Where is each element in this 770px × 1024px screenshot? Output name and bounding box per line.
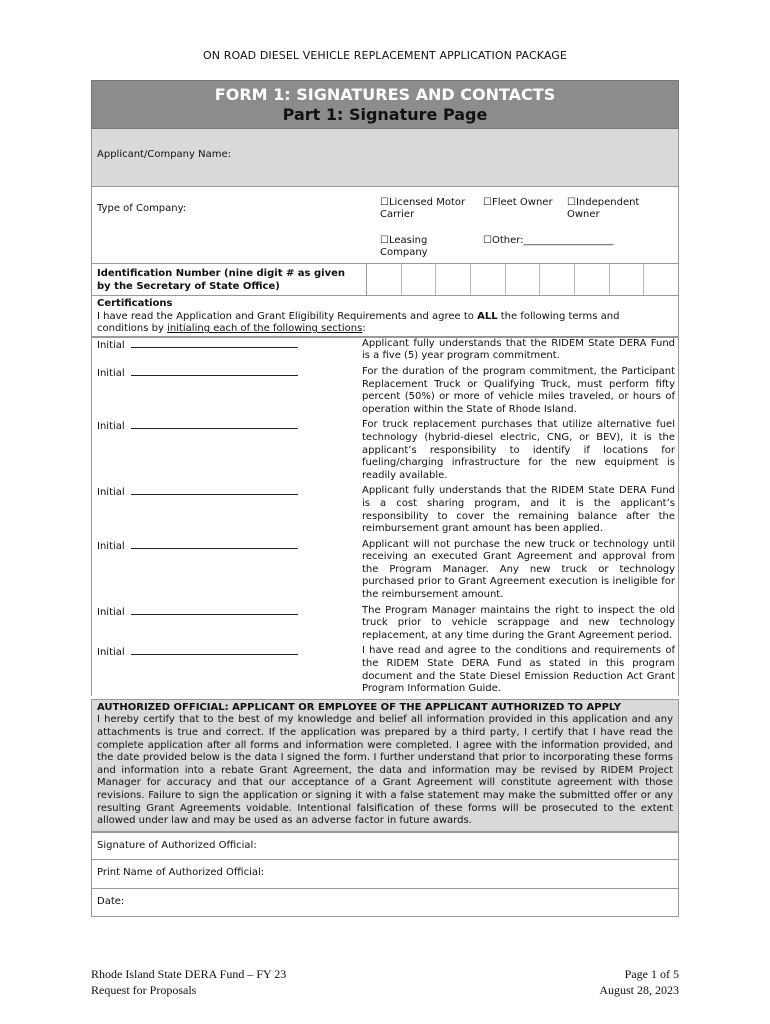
id-digit-box[interactable] <box>367 264 402 295</box>
date-field[interactable] <box>91 889 679 917</box>
initials-section <box>91 337 679 696</box>
certification-statement: For truck replacement purchases that utilize alternative fuel technology (hybrid-diesel electric, CNG, or BEV), it is the applicant’s responsibility to identify if locations for fueling/charging infrastructure for the new equipment is readily available. <box>362 419 675 481</box>
initial-label: Initial <box>97 647 125 659</box>
id-digit-box[interactable] <box>506 264 541 295</box>
form-subtitle: Part 1: Signature Page <box>282 105 488 124</box>
initial-label: Initial <box>97 540 125 552</box>
id-digit-box[interactable] <box>644 264 678 295</box>
option-licensed-motor-carrier[interactable]: ☐Licensed Motor Carrier <box>380 197 466 220</box>
id-digit-box[interactable] <box>402 264 437 295</box>
certifications-heading: Certifications <box>97 298 173 309</box>
company-type-section <box>91 187 679 264</box>
initial-line[interactable] <box>131 485 298 495</box>
footer-program-name: Rhode Island State DERA Fund – FY 23 <box>91 967 287 981</box>
date-label: Date: <box>97 895 125 907</box>
initial-field[interactable] <box>92 605 362 643</box>
initial-row <box>92 539 678 602</box>
id-digit-box[interactable] <box>575 264 610 295</box>
footer-document-type: Request for Proposals <box>91 983 197 997</box>
signature-form <box>91 80 679 917</box>
certifications-intro: I have read the Application and Grant Eligibility Requirements and agree to ALL the following terms and conditions by initialing each of the following sections: <box>97 310 620 335</box>
identification-number-label: Identification Number (nine digit # as given by the Secretary of State Office) <box>92 264 367 295</box>
initial-row <box>92 338 678 363</box>
form-title: FORM 1: SIGNATURES AND CONTACTS <box>214 85 556 104</box>
option-leasing-company[interactable]: ☐Leasing Company <box>380 235 428 258</box>
id-digit-box[interactable] <box>540 264 575 295</box>
initial-row <box>92 419 678 482</box>
initial-label: Initial <box>97 367 125 379</box>
authorized-official-heading: AUTHORIZED OFFICIAL: APPLICANT OR EMPLOYEE OF THE APPLICANT AUTHORIZED TO APPLY <box>97 701 621 713</box>
initial-line[interactable] <box>131 419 298 429</box>
form-title-banner <box>91 80 679 129</box>
company-name-label: Applicant/Company Name: <box>97 149 231 160</box>
certification-statement: Applicant fully understands that the RIDEM State DERA Fund is a five (5) year program commitment. <box>362 337 675 362</box>
print-name-label: Print Name of Authorized Official: <box>97 866 265 878</box>
certification-statement: The Program Manager maintains the right to inspect the old truck prior to vehicle scrappage and new technology replacement, at any time during the Grant Agreement period. <box>362 604 675 641</box>
footer-left <box>91 966 286 998</box>
id-digit-box[interactable] <box>436 264 471 295</box>
initial-field[interactable] <box>92 366 362 416</box>
initial-line[interactable] <box>131 366 298 376</box>
certification-statement: I have read and agree to the conditions and requirements of the RIDEM State DERA Fund as stated in this program document and the State Diesel Emission Reduction Act Grant Program Information Guide. <box>362 645 675 695</box>
option-independent-owner[interactable]: ☐Independent Owner <box>567 197 640 220</box>
authorized-official-section <box>91 699 679 832</box>
initial-label: Initial <box>97 421 125 433</box>
footer-date: August 28, 2023 <box>599 983 679 997</box>
initial-field[interactable] <box>92 645 362 695</box>
initial-row <box>92 605 678 643</box>
initial-field[interactable] <box>92 419 362 482</box>
footer-right <box>599 966 679 998</box>
company-type-label: Type of Company: <box>97 203 187 214</box>
footer-page-number: Page 1 of 5 <box>624 967 679 981</box>
certification-statement: Applicant will not purchase the new truck or technology until receiving an executed Grant Agreement and approval from the Program Manager. Any new truck or technology purchased prior to Grant Agreement execution is ineligible for the reimbursement amount. <box>362 538 675 601</box>
certifications-section <box>91 296 679 337</box>
authorized-official-statement: I hereby certify that to the best of my knowledge and belief all information provided in this application and any attachments is true and correct. If the application was prepared by a third party, I certify that I have read the complete application after all forms and information were completed. I agree with the information provided, and the date provided below is the data I signed the form. I further understand that prior to incorporating these forms and information into a rebate Grant Agreement, the data and information may be revised by RIDEM Project Manager for accuracy and that our acceptance of a Grant Agreement will constitute agreement with those revisions. Failure to sign the application or signing it with a false statement may make the submitted offer or any resulting Grant Agreements voidable. Intentional falsification of these forms will be prosecuted to the extent allowed under law and may be used as an adverse factor in future awards. <box>97 714 673 827</box>
id-digit-box[interactable] <box>610 264 645 295</box>
certification-statement: For the duration of the program commitment, the Participant Replacement Truck or Qualifying Truck, must perform fifty percent (50%) or more of vehicle miles traveled, or hours of operation within the State of Rhode Island. <box>362 365 675 415</box>
company-name-field[interactable] <box>91 129 679 187</box>
package-title: ON ROAD DIESEL VEHICLE REPLACEMENT APPLICATION PACKAGE <box>203 49 567 62</box>
initial-label: Initial <box>97 606 125 618</box>
identification-number-row <box>91 264 679 296</box>
initial-field[interactable] <box>92 485 362 535</box>
certification-statement: Applicant fully understands that the RIDEM State DERA Fund is a cost sharing program, and it is the applicant’s responsibility to cover the remaining balance after the reimbursement grant amount has been applied. <box>362 485 675 535</box>
signature-label: Signature of Authorized Official: <box>97 839 257 851</box>
initial-line[interactable] <box>131 645 298 655</box>
initial-label: Initial <box>97 339 125 351</box>
option-other[interactable]: ☐Other:__________________ <box>483 235 614 246</box>
initial-field[interactable] <box>92 338 362 363</box>
initial-line[interactable] <box>131 539 298 549</box>
initial-label: Initial <box>97 487 125 499</box>
initial-row <box>92 645 678 695</box>
option-fleet-owner[interactable]: ☐Fleet Owner <box>483 197 553 208</box>
signature-field[interactable] <box>91 832 679 860</box>
print-name-field[interactable] <box>91 860 679 889</box>
id-digit-box[interactable] <box>471 264 506 295</box>
initial-field[interactable] <box>92 539 362 602</box>
initial-row <box>92 485 678 535</box>
initial-line[interactable] <box>131 338 298 348</box>
initial-line[interactable] <box>131 605 298 615</box>
initial-row <box>92 366 678 416</box>
